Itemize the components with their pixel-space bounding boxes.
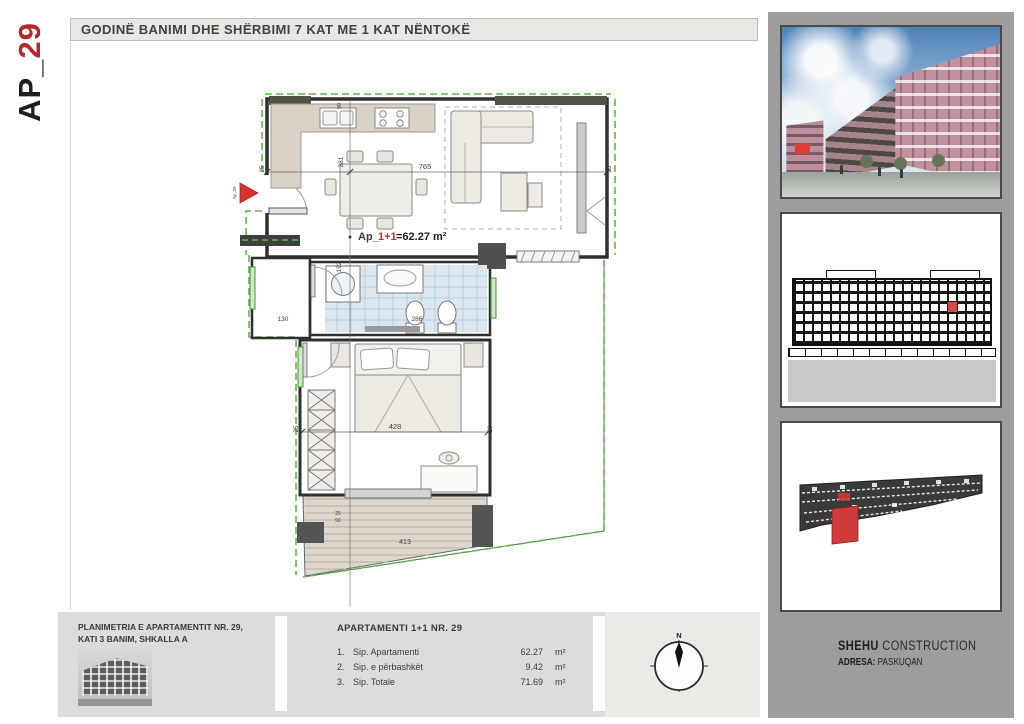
dim-living-width: 765 [418, 162, 432, 171]
wall-column [495, 96, 607, 105]
dim-bedroom-right: 20 [488, 425, 494, 433]
balcony [297, 495, 493, 576]
balcony-column-right [472, 505, 493, 547]
plan-description-line1: PLANIMETRIA E APARTAMENTIT NR. 29, [78, 622, 243, 632]
dim-bedroom-left: 25 [294, 425, 300, 433]
bed [355, 344, 461, 432]
compass-n-label: N [676, 631, 682, 640]
company-name: SHEHU [838, 638, 879, 653]
address-label: ADRESA: [838, 657, 876, 668]
wardrobe [308, 390, 335, 490]
dim-balcony-a: 25 [335, 511, 341, 517]
area-label [358, 231, 447, 243]
north-compass-icon [648, 628, 710, 698]
row-unit: m² [555, 676, 566, 687]
plan-description-line2: KATI 3 BANIM, SHKALLA A [78, 634, 188, 645]
entry-marker-label: Ap_29 [232, 186, 237, 200]
dim-kitchen-depth: 281 [338, 156, 345, 168]
title-block [58, 612, 760, 717]
sliding-door [577, 123, 605, 233]
keyplan-highlight-unit [832, 506, 858, 544]
nightstand [464, 343, 483, 367]
balcony-column-left [297, 522, 324, 543]
row-label: Sip. Totale [353, 676, 395, 687]
area-label-prefix: Ap_ [358, 231, 379, 243]
floor-plan [225, 85, 625, 615]
key-plan-image [780, 421, 1002, 612]
company-block [838, 638, 976, 668]
area-table-title: APARTAMENTI 1+1 NR. 29 [337, 623, 463, 634]
sheet-title: GODINË BANIMI DHE SHËRBIMI 7 KAT ME 1 KAT NËNTOKË [81, 22, 471, 37]
dim-living-left: 25 [260, 165, 266, 173]
elevation-drawing [780, 212, 1002, 408]
window [298, 347, 303, 387]
desk [421, 452, 477, 492]
entry-marker [232, 183, 258, 203]
elevation-ground [788, 360, 996, 402]
address-value: PASKUQAN [877, 657, 923, 668]
elevation-highlight-unit [948, 302, 957, 312]
row-number: 2. [337, 661, 345, 672]
row-number: 1. [337, 646, 345, 657]
row-value: 9.42 [525, 661, 543, 672]
row-unit: m² [555, 646, 566, 657]
table-row [337, 644, 587, 659]
armchair [528, 183, 542, 207]
area-table [337, 644, 587, 689]
dim-balcony-width: 413 [399, 539, 411, 546]
area-label-value: =62.27 m² [396, 231, 447, 243]
radiator [517, 251, 579, 262]
bathroom [311, 265, 487, 333]
row-number: 3. [337, 676, 345, 687]
sofa [445, 107, 561, 229]
row-value: 62.27 [520, 646, 543, 657]
dim-hall-width: 130 [277, 316, 289, 323]
dim-bedroom-width: 428 [388, 422, 402, 431]
sheet-code-prefix: AP_ [12, 58, 48, 122]
window [491, 278, 496, 318]
sidebar [768, 12, 1014, 718]
company-suffix: CONSTRUCTION [882, 638, 977, 653]
window [250, 267, 255, 309]
building-photo [78, 649, 152, 706]
title-bar [70, 18, 758, 41]
dim-bath-width: 286 [411, 316, 423, 323]
dim-living-right: 25 [607, 165, 613, 173]
dim-top-wall: 90 [337, 102, 343, 110]
sheet-code [4, 12, 56, 132]
row-label: Sip. Apartamenti [353, 646, 420, 657]
compass-panel [605, 612, 760, 717]
bedroom [303, 343, 483, 498]
dim-hall-height: 192 [336, 261, 343, 273]
building-render-image [780, 25, 1002, 199]
divider [275, 616, 287, 711]
plan-description [78, 621, 288, 646]
row-unit: m² [555, 661, 566, 672]
elevation-facade [792, 278, 992, 346]
coffee-table [501, 173, 527, 211]
frame-line [70, 42, 71, 610]
bedroom-radiator [345, 489, 431, 498]
row-label: Sip. e përbashkët [353, 661, 424, 672]
exterior-wall-segment [240, 235, 300, 246]
area-label-type: 1+1 [378, 231, 397, 243]
bath-radiator [365, 326, 420, 332]
divider [593, 616, 605, 711]
table-row [337, 674, 587, 689]
bidet [438, 301, 456, 333]
dim-balcony-b: 56 [335, 518, 341, 524]
row-value: 71.69 [520, 676, 543, 687]
sheet-code-number: 29 [12, 22, 48, 59]
render-highlight-unit [795, 143, 810, 154]
table-row [337, 659, 587, 674]
